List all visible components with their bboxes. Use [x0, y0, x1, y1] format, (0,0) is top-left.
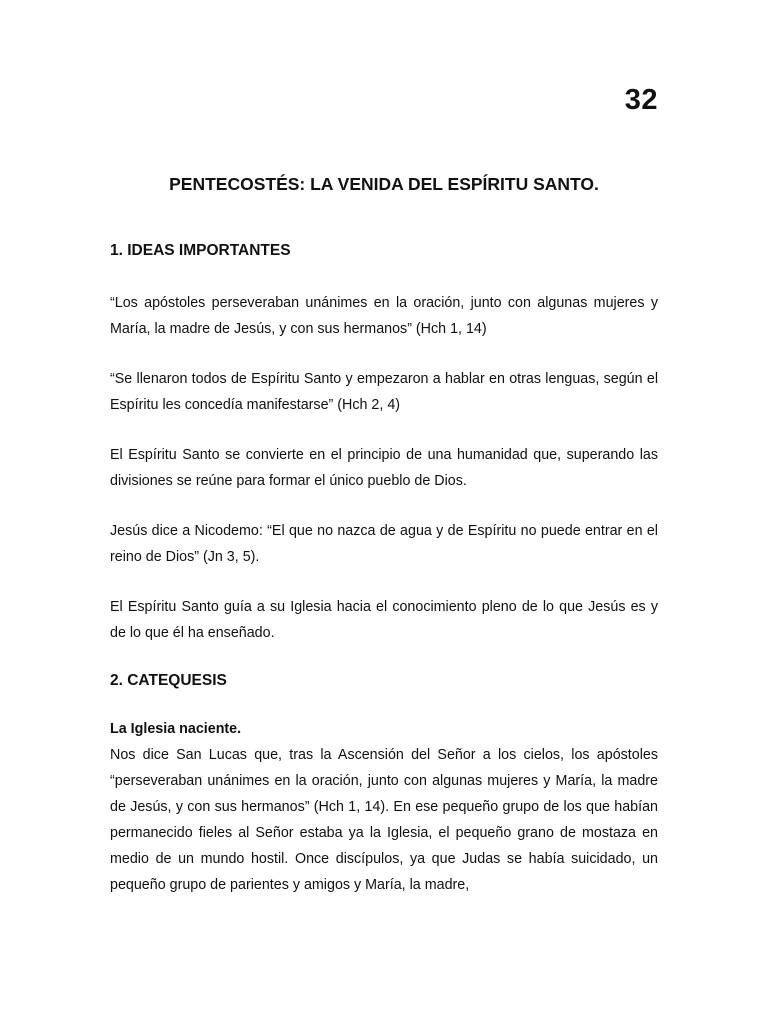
- paragraph: El Espíritu Santo se convierte en el principio de una humanidad que, superando las divisiones se reúne para formar el único pueblo de Dios.: [110, 447, 658, 489]
- section-heading-catequesis: 2. CATEQUESIS: [110, 672, 227, 689]
- paragraph: El Espíritu Santo guía a su Iglesia hacia el conocimiento pleno de lo que Jesús es y de lo que él ha enseñado.: [110, 599, 658, 641]
- page-title: PENTECOSTÉS: LA VENIDA DEL ESPÍRITU SANTO.: [169, 174, 599, 194]
- paragraph: “Los apóstoles perseveraban unánimes en la oración, junto con algunas mujeres y María, la madre de Jesús, y con sus hermanos” (Hch 1, 14): [110, 295, 658, 337]
- subsection-heading: La Iglesia naciente.: [110, 721, 242, 737]
- document-body: [110, 238, 658, 898]
- paragraph: “Se llenaron todos de Espíritu Santo y empezaron a hablar en otras lenguas, según el Espíritu les concedía manifestarse” (Hch 2, 4): [110, 371, 658, 413]
- section-heading-ideas: 1. IDEAS IMPORTANTES: [110, 242, 291, 259]
- paragraph: Jesús dice a Nicodemo: “El que no nazca de agua y de Espíritu no puede entrar en el reino de Dios” (Jn 3, 5).: [110, 523, 658, 565]
- page-number: 32: [624, 84, 658, 116]
- paragraph: Nos dice San Lucas que, tras la Ascensión del Señor a los cielos, los apóstoles “perseveraban unánimes en la oración, junto con algunas mujeres y María, la madre de Jesús, y con sus hermanos” (Hch 1, 14). En ese pequeño grupo de los que habían permanecido fieles al Señor estaba ya la Iglesia, el pequeño grano de mostaza en medio de un mundo hostil. Once discípulos, ya que Judas se había suicidado, un pequeño grupo de parientes y amigos y María, la madre,: [110, 747, 658, 893]
